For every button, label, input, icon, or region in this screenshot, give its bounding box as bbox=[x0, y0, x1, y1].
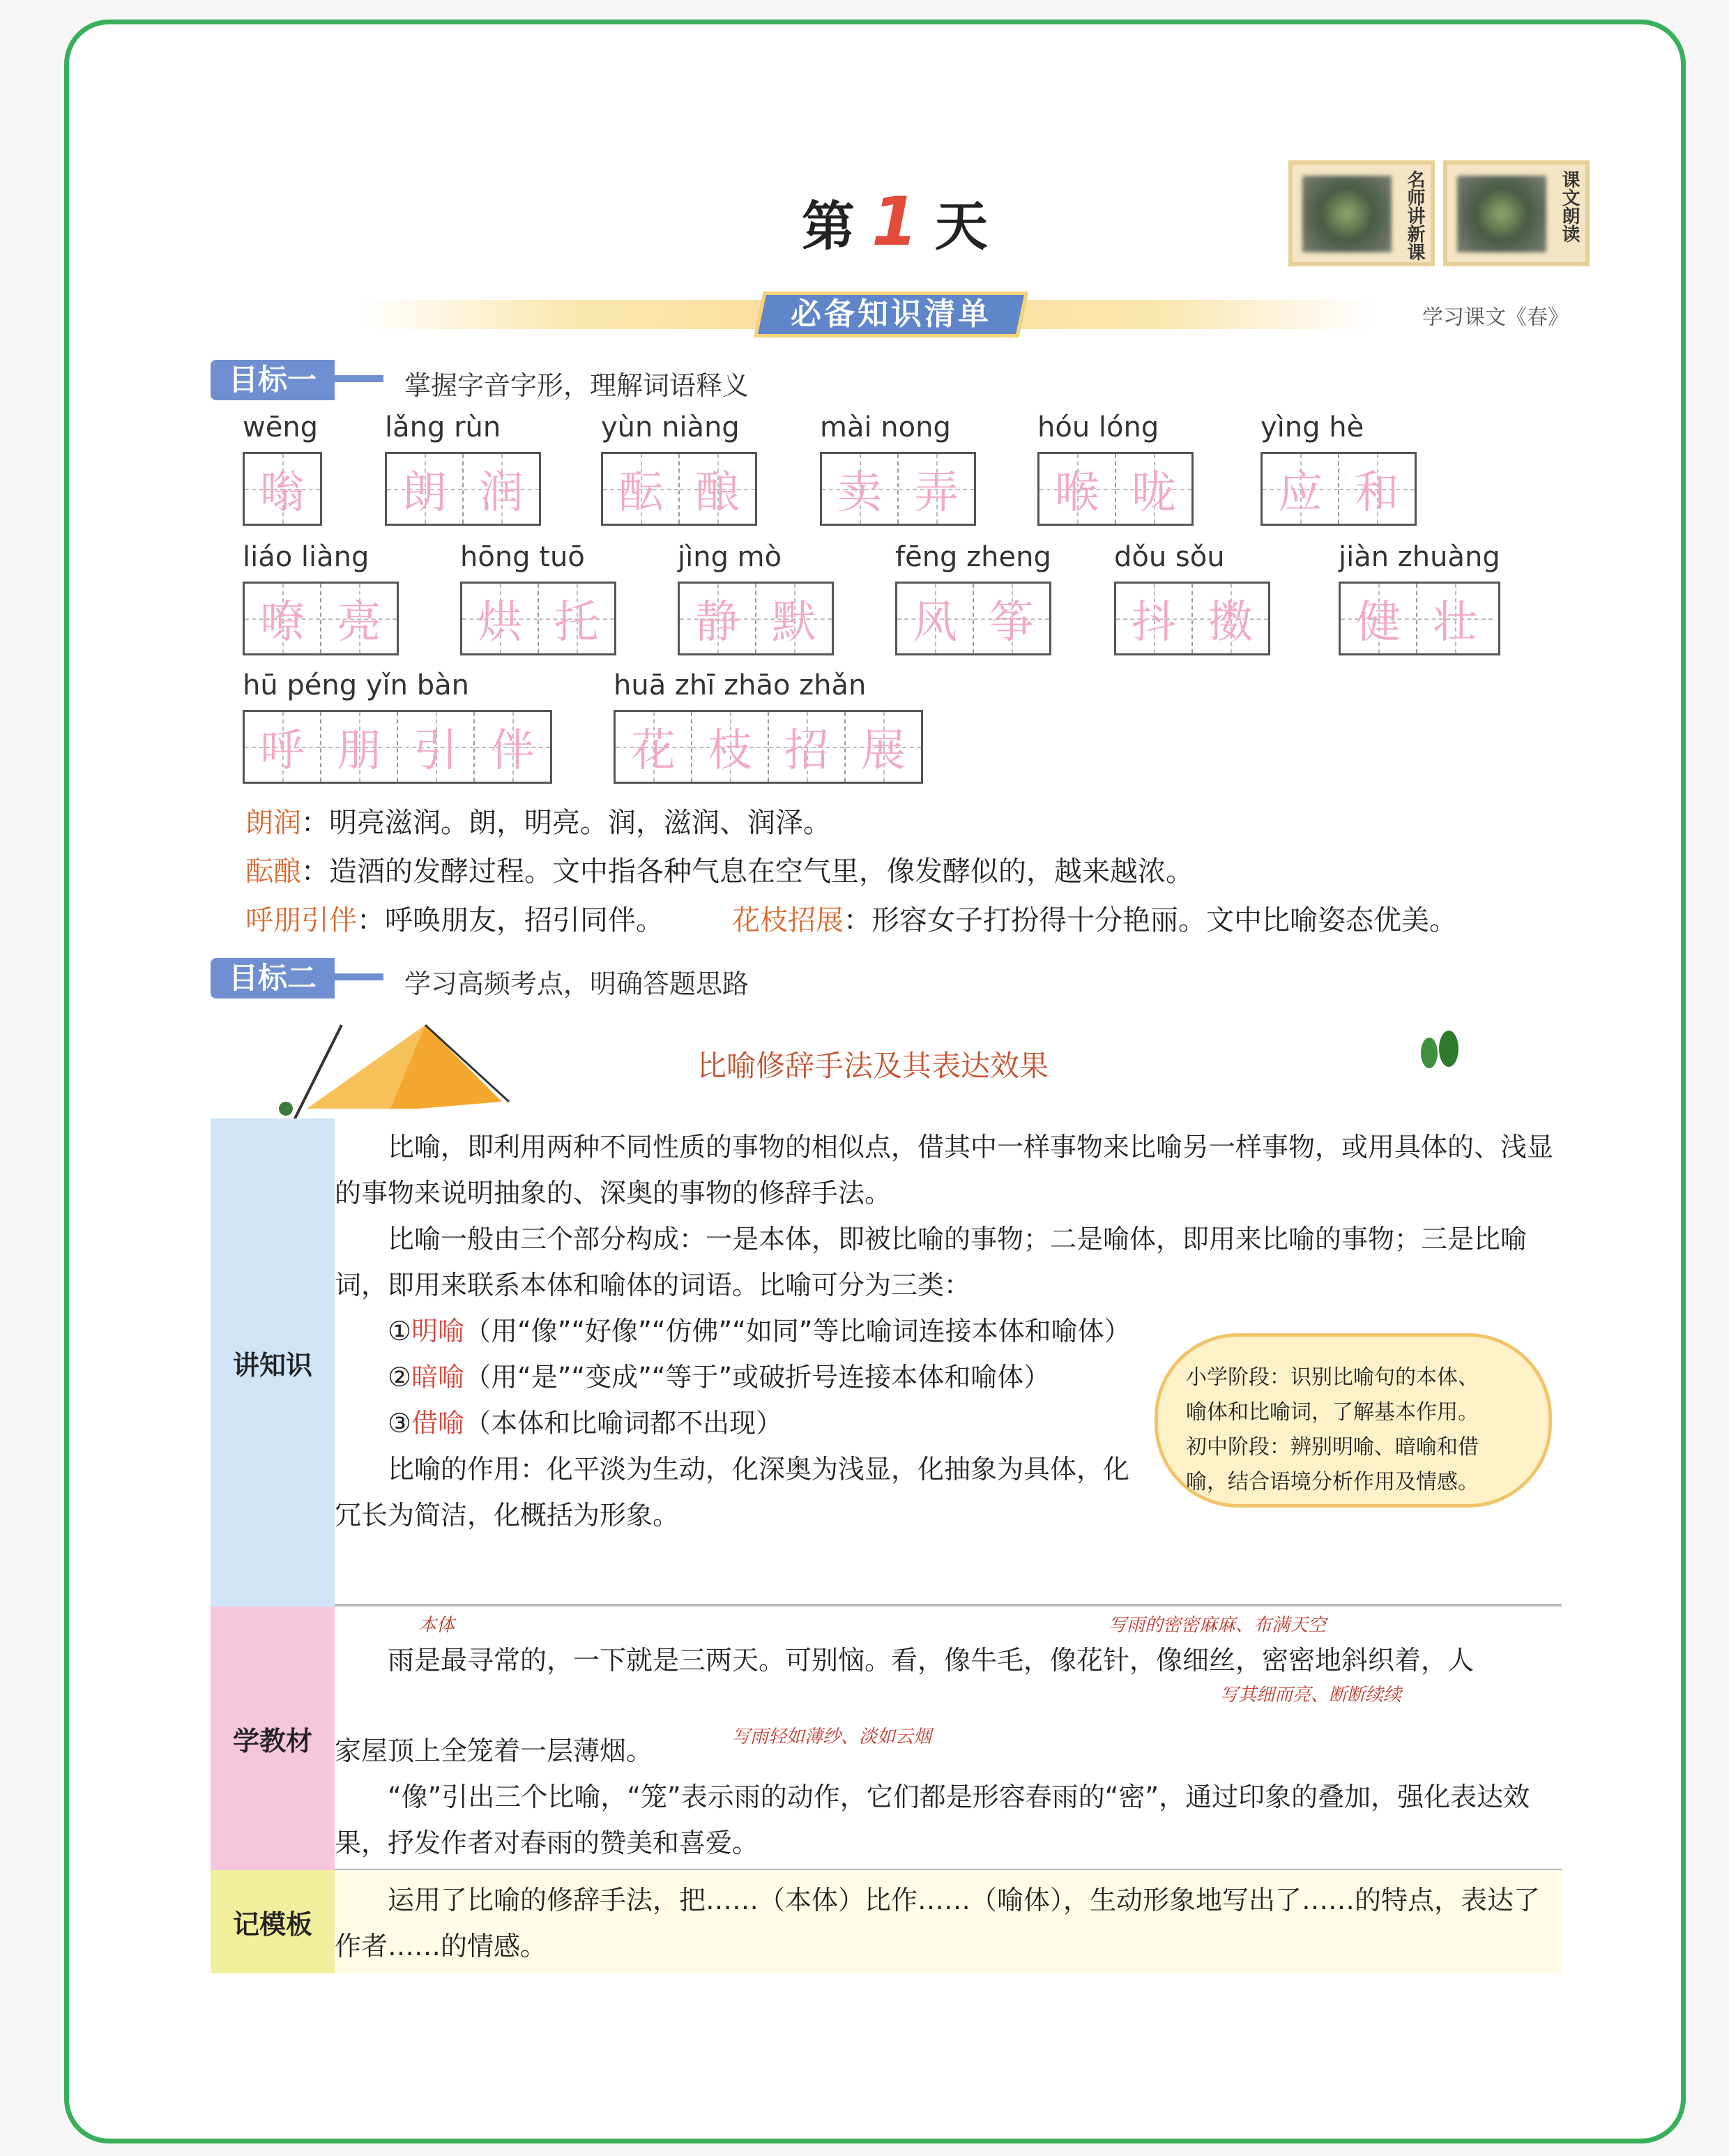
char-box: 嗡 bbox=[245, 454, 320, 524]
vocab-word bbox=[614, 669, 923, 784]
tianzige-boxes bbox=[385, 452, 541, 526]
metaphor-type-3: ③借喻（本体和比喻词都不出现） bbox=[388, 1408, 783, 1438]
char-box: 托 bbox=[539, 584, 614, 653]
char-box: 咙 bbox=[1116, 454, 1191, 524]
pinyin: wēng bbox=[243, 411, 319, 443]
vocab-word bbox=[895, 541, 1051, 655]
qr-caption: 名师讲新课 bbox=[1404, 170, 1425, 261]
tianzige-boxes bbox=[1260, 452, 1417, 526]
pinyin: mài nong bbox=[820, 411, 951, 443]
section-banner: 必备知识清单 bbox=[754, 291, 1028, 337]
pinyin: huā zhī zhāo zhǎn bbox=[614, 669, 867, 701]
annotation-note: 写雨轻如薄纱、淡如云烟 bbox=[732, 1726, 932, 1747]
char-box: 擞 bbox=[1193, 584, 1268, 653]
char-box: 和 bbox=[1339, 454, 1415, 524]
pinyin: liáo liàng bbox=[243, 541, 370, 573]
vocab-word bbox=[1037, 411, 1194, 526]
vocab-word bbox=[243, 541, 399, 655]
knowledge-paragraph: 比喻，即利用两种不同性质的事物的相似点，借其中一样事物来比喻另一样事物，或用具体的、浅显的事物来说明抽象的、深奥的事物的修辞手法。 bbox=[335, 1132, 1554, 1208]
vocab-word bbox=[1114, 541, 1270, 655]
char-box: 酿 bbox=[680, 454, 755, 524]
tianzige-boxes bbox=[614, 710, 923, 784]
textbook-excerpt-line2: 家屋顶上全笼着一层薄烟。 bbox=[335, 1736, 653, 1766]
tianzige-boxes bbox=[601, 452, 757, 526]
char-box: 风 bbox=[897, 584, 974, 653]
qr-code-lecture[interactable] bbox=[1288, 160, 1435, 266]
textbook-analysis: “像”引出三个比喻，“笼”表示雨的动作，它们都是形容春雨的“密”，通过印象的叠加，强化表达效果，抒发作者对春雨的赞美和喜爱。 bbox=[335, 1782, 1530, 1858]
tianzige-boxes bbox=[1037, 452, 1194, 526]
tianzige-boxes bbox=[1114, 582, 1270, 655]
tianzige-boxes bbox=[678, 582, 834, 655]
definition-item: 花枝招展：形容女子打扮得十分艳丽。文中比喻姿态优美。 bbox=[732, 904, 1457, 936]
char-box: 筝 bbox=[974, 584, 1049, 653]
char-box: 酝 bbox=[603, 454, 680, 524]
pinyin: dǒu sǒu bbox=[1114, 541, 1225, 573]
metaphor-type-1: ①明喻（用“像”“好像”“仿佛”“如同”等比喻词连接本体和喻体） bbox=[388, 1316, 1131, 1346]
char-box: 呼 bbox=[245, 712, 321, 782]
char-box: 花 bbox=[616, 712, 692, 782]
vocab-word bbox=[460, 541, 616, 655]
vocab-word bbox=[1339, 541, 1500, 655]
pinyin: fēng zheng bbox=[895, 541, 1051, 573]
qr-code-reading[interactable] bbox=[1443, 160, 1590, 266]
tianzige-boxes bbox=[243, 582, 399, 655]
vocab-word bbox=[243, 411, 322, 526]
tip-cloud: 小学阶段：识别比喻句的本体、 喻体和比喻词，了解基本作用。 初中阶段：辨别明喻、暗喻和借 喻，结合语境分析作用及情感。 bbox=[1155, 1333, 1552, 1508]
char-box: 默 bbox=[756, 584, 832, 653]
textbook-excerpt-line1: 雨是最寻常的，一下就是三两天。可别恼。看，像牛毛，像花针，像细丝，密密地斜织着，人 bbox=[388, 1645, 1475, 1676]
definition-item: 朗润：明亮滋润。朗，明亮。润，滋润、润泽。 bbox=[245, 807, 831, 839]
side-label-template: 记模板 bbox=[211, 1870, 335, 1973]
char-box: 卖 bbox=[822, 454, 899, 524]
vocab-word bbox=[385, 411, 541, 526]
vocab-word bbox=[1260, 411, 1417, 526]
char-box: 朋 bbox=[321, 712, 398, 782]
tent-icon bbox=[265, 1004, 516, 1130]
pinyin: yìng hè bbox=[1260, 411, 1364, 443]
vocab-word bbox=[820, 411, 976, 526]
char-box: 亮 bbox=[321, 584, 397, 653]
goal2-text: 学习高频考点，明确答题思路 bbox=[404, 969, 749, 999]
char-box: 朗 bbox=[387, 454, 464, 524]
tianzige-boxes bbox=[243, 710, 552, 784]
pinyin: hóu lóng bbox=[1037, 411, 1159, 443]
vocab-word bbox=[243, 669, 552, 784]
banner-subtitle: 学习课文《春》 bbox=[1422, 305, 1569, 330]
char-box: 壮 bbox=[1417, 584, 1493, 653]
vocab-word bbox=[601, 411, 757, 526]
goal1-text: 掌握字音字形，理解词语释义 bbox=[404, 370, 749, 401]
char-box: 健 bbox=[1341, 584, 1417, 653]
pinyin: hōng tuō bbox=[460, 541, 585, 573]
tianzige-boxes bbox=[820, 452, 976, 526]
annotation-note: 写雨的密密麻麻、布满天空 bbox=[1109, 1615, 1327, 1636]
page-title: 第 1 天 bbox=[802, 183, 992, 261]
annotation-note: 写其细而亮、断断续续 bbox=[1220, 1685, 1402, 1706]
qr-caption: 课文朗读 bbox=[1559, 170, 1580, 243]
char-box: 枝 bbox=[692, 712, 769, 782]
divider bbox=[335, 1604, 1562, 1607]
goal1-label: 目标一 bbox=[211, 360, 335, 400]
definition-item: 呼朋引伴：呼唤朋友，招引同伴。 bbox=[245, 904, 664, 936]
tianzige-boxes bbox=[895, 582, 1051, 655]
tianzige-boxes bbox=[243, 452, 322, 526]
pinyin: jìng mò bbox=[678, 541, 782, 573]
pinyin: lǎng rùn bbox=[385, 411, 501, 443]
qr-code-icon bbox=[1457, 176, 1546, 252]
section-title: 比喻修辞手法及其表达效果 bbox=[697, 1049, 1049, 1083]
char-box: 润 bbox=[464, 454, 539, 524]
char-box: 静 bbox=[680, 584, 756, 653]
char-box: 伴 bbox=[475, 712, 550, 782]
char-box: 招 bbox=[769, 712, 846, 782]
qr-code-icon bbox=[1302, 176, 1392, 252]
pinyin: hū péng yǐn bàn bbox=[243, 669, 469, 701]
vocab-word bbox=[678, 541, 834, 655]
goal2-label: 目标二 bbox=[211, 958, 335, 999]
char-box: 展 bbox=[846, 712, 921, 782]
side-label-knowledge: 讲知识 bbox=[211, 1118, 335, 1607]
tianzige-boxes bbox=[460, 582, 616, 655]
pinyin: yùn niàng bbox=[601, 411, 740, 443]
pinyin: jiàn zhuàng bbox=[1339, 541, 1500, 573]
char-box: 引 bbox=[398, 712, 475, 782]
tree-icon bbox=[1415, 1025, 1471, 1081]
char-box: 烘 bbox=[462, 584, 539, 653]
char-box: 嘹 bbox=[245, 584, 321, 653]
char-box: 抖 bbox=[1116, 584, 1193, 653]
template-content: 运用了比喻的修辞手法，把……（本体）比作……（喻体），生动形象地写出了……的特点，表达了作者……的情感。 bbox=[335, 1885, 1541, 1961]
char-box: 喉 bbox=[1039, 454, 1116, 524]
knowledge-paragraph: 比喻的作用：化平淡为生动，化深奥为浅显，化抽象为具体，化冗长为简洁，化概括为形象。 bbox=[335, 1454, 1130, 1531]
char-box: 弄 bbox=[899, 454, 974, 524]
side-label-textbook: 学教材 bbox=[211, 1607, 335, 1870]
definition-item: 酝酿：造酒的发酵过程。文中指各种气息在空气里，像发酵似的，越来越浓。 bbox=[245, 856, 1194, 888]
tianzige-boxes bbox=[1339, 582, 1500, 655]
knowledge-paragraph: 比喻一般由三个部分构成：一是本体，即被比喻的事物；二是喻体，即用来比喻的事物；三是比喻词，即用来联系本体和喻体的词语。比喻可分为三类： bbox=[335, 1224, 1528, 1300]
char-box: 应 bbox=[1263, 454, 1339, 524]
annotation-note: 本体 bbox=[418, 1615, 455, 1636]
metaphor-type-2: ②暗喻（用“是”“变成”“等于”或破折号连接本体和喻体） bbox=[388, 1362, 1051, 1392]
